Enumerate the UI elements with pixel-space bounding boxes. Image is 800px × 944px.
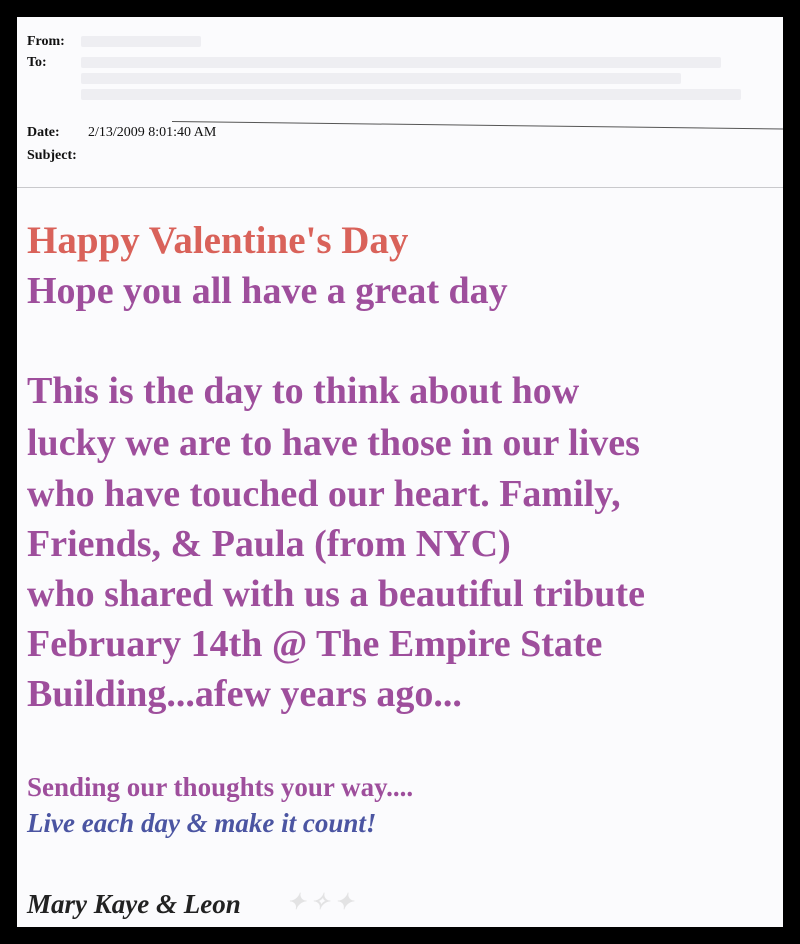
to-label: To: bbox=[27, 55, 47, 70]
sending-thoughts-line: Sending our thoughts your way.... bbox=[27, 772, 414, 802]
body-line-7: Building...afew years ago... bbox=[27, 673, 462, 715]
redacted-to-line-3 bbox=[81, 89, 741, 100]
message-divider bbox=[17, 187, 783, 188]
message-title: Happy Valentine's Day bbox=[27, 219, 409, 262]
faded-watermark: ✦ ✧ ✦ bbox=[287, 889, 354, 914]
redacted-from bbox=[81, 36, 201, 47]
email-printout bbox=[17, 17, 783, 927]
header-divider bbox=[172, 121, 783, 129]
redacted-to-line-2 bbox=[81, 73, 681, 84]
body-line-5: who shared with us a beautiful tribute bbox=[27, 573, 645, 615]
body-line-6: February 14th @ The Empire State bbox=[27, 623, 603, 665]
date-value: 2/13/2009 8:01:40 AM bbox=[88, 125, 217, 140]
date-label: Date: bbox=[27, 125, 60, 140]
body-line-3: who have touched our heart. Family, bbox=[27, 473, 621, 515]
body-line-4: Friends, & Paula (from NYC) bbox=[27, 523, 511, 565]
body-line-2: lucky we are to have those in our lives bbox=[27, 422, 640, 464]
redacted-to-line-1 bbox=[81, 57, 721, 68]
message-subtitle: Hope you all have a great day bbox=[27, 270, 508, 312]
subject-label: Subject: bbox=[27, 148, 77, 163]
from-label: From: bbox=[27, 34, 65, 49]
signature: Mary Kaye & Leon bbox=[27, 889, 241, 919]
live-each-day-line: Live each day & make it count! bbox=[27, 808, 377, 838]
body-line-1: This is the day to think about how bbox=[27, 370, 580, 412]
